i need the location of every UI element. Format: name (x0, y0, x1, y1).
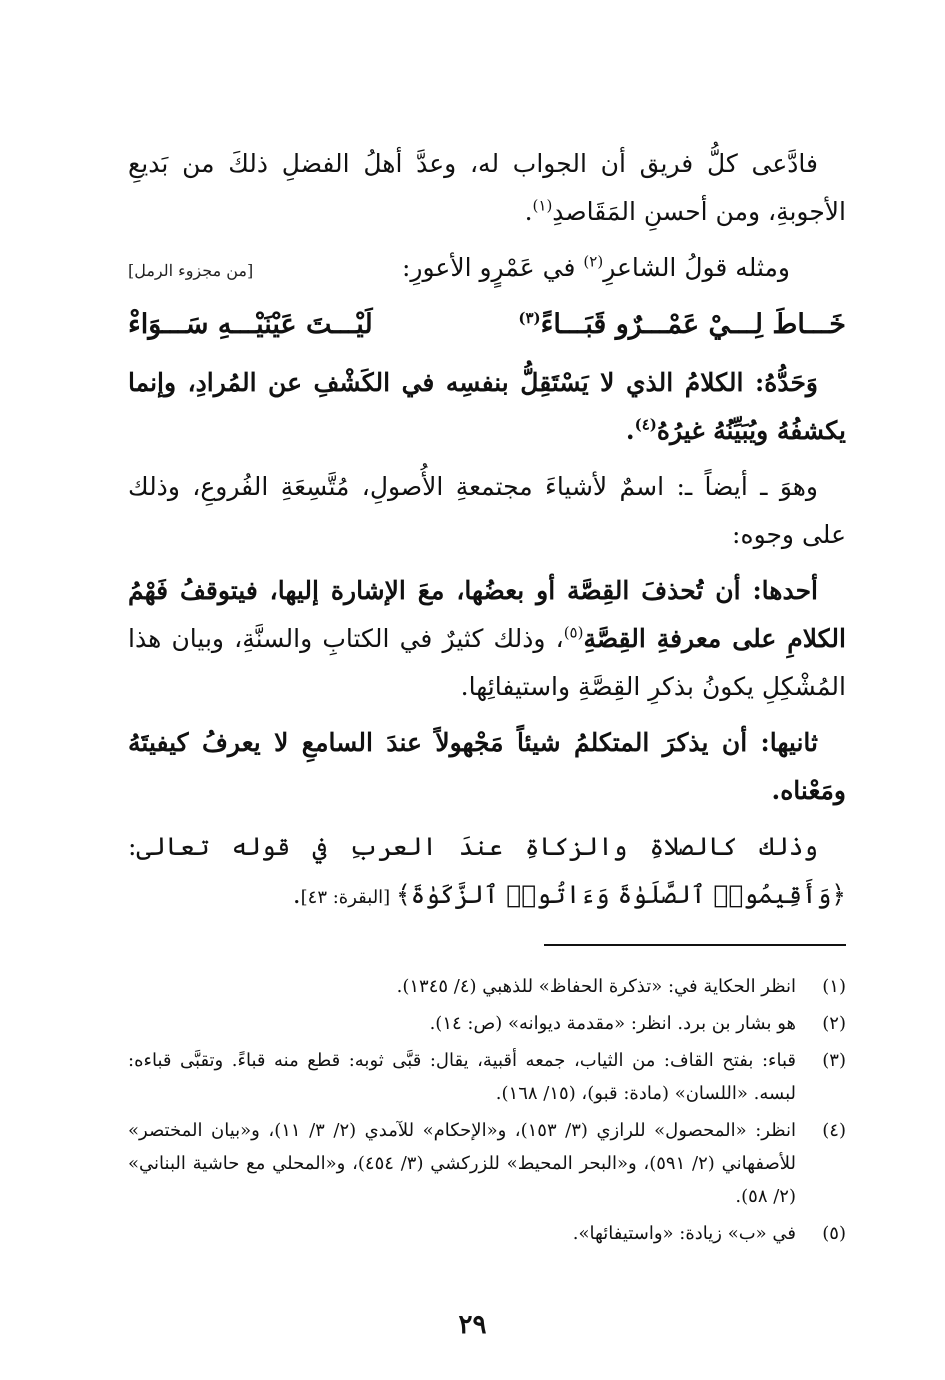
footnote-3 (128, 1044, 846, 1110)
footnote-number: (٤) (822, 1120, 846, 1141)
paragraph-3-end: . (625, 416, 635, 445)
paragraph-1-end: . (524, 197, 533, 226)
main-text (128, 140, 846, 930)
footnote-1 (128, 970, 846, 1003)
paragraph-4: وهوَ ـ أيضاً ـ: اسمٌ لأشياءَ مجتمعةِ الأُصولِ، مُتَّسِعَةِ الفُروعِ، وذلك على وجوه: (128, 472, 846, 549)
paragraph-7-end: . (292, 880, 301, 909)
paragraph-5 (128, 567, 846, 711)
footnote-number: (١) (822, 976, 846, 997)
verse-second-hemistich: لَيْـــتَ عَيْنَيْـــهِ سَـــوَاءْ (128, 309, 373, 340)
footnote-text: انظر: «المحصول» للرازي (٣/ ١٥٣)، و«الإحكام» للآمدي (٢/ ٣/ ١١)، و«بيان المختصر» للأصفهاني (٢/ ٥٩١)، و«البحر المحيط» للزركشي (٣/ ٤٥٤)، و«المحلي مع حاشية البناني» (٢/ ٥٨). (128, 1120, 796, 1207)
verse-right-text: خَـــاطَ لِـــيْ عَمْـــرٌو قَبَـــاءً (540, 309, 846, 340)
footnote-number: (٣) (822, 1050, 846, 1071)
footnote-text: انظر الحكاية في: «تذكرة الحفاظ» للذهبي (٤/ ١٣٤٥). (396, 976, 796, 997)
footnote-separator (544, 944, 846, 946)
footnote-ref-2: (٢) (583, 252, 604, 271)
poetry-verse (128, 301, 846, 349)
footnote-text: في «ب» زيادة: «واستيفائها». (572, 1223, 796, 1244)
footnote-text: هو بشار بن برد. انظر: «مقدمة ديوانه» (ص: ١٤). (429, 1013, 796, 1034)
definition-term: وَحَدُّهُ: (755, 368, 818, 397)
footnotes (128, 970, 846, 1254)
paragraph-1 (128, 140, 846, 236)
paragraph-5-text: ، وذلك كثيرٌ في الكتابِ والسنَّةِ، وبيان هذا المُشْكِلِ يكونُ بذكرِ القِصَّةِ واستيفائِها. (128, 624, 846, 701)
verse-first-hemistich (518, 301, 846, 349)
paragraph-3 (128, 359, 846, 455)
page-number: ٢٩ (458, 1310, 487, 1340)
footnote-2 (128, 1007, 846, 1040)
paragraph-2 (402, 244, 846, 292)
paragraph-1-text: فادَّعى كلُّ فريق أن الجواب له، وعدَّ أهلُ الفضلِ ذلكَ من بَديعِ الأجوبةِ، ومن أحسنِ المَقَاصدِ (128, 149, 846, 226)
paragraph-6: ثانيها: أن يذكرَ المتكلمُ شيئاً مَجْهولاً عندَ السامعِ لا يعرفُ كيفيتَهُ ومَعْناه. (128, 728, 846, 805)
footnote-ref-1: (١) (532, 196, 553, 215)
footnote-4 (128, 1114, 846, 1213)
footnote-ref-5: (٥) (563, 623, 584, 642)
footnote-number: (٥) (822, 1223, 846, 1244)
footnote-5 (128, 1217, 846, 1250)
paragraph-2-lead: ومثله قولُ الشاعرِ (603, 253, 790, 282)
footnote-ref-4: (٤) (634, 415, 657, 434)
meter-label: [من مجزوء الرمل] (128, 261, 254, 280)
paragraph-5-term: أحدها: أن تُحذفَ القِصَّة أو بعضُها، معَ الإشارة إليها، فيتوقفُ فَهْمُ الكلامِ على معرفةِ القِصَّةِ (128, 576, 846, 653)
paragraph-7-lead: وذلك كالصلاةِ والزكاةِ عندَ العربِ في قوله تعالى: (128, 832, 818, 861)
quran-verse: ﴿وَأَقِيمُوا۟ ٱلصَّلَوٰةَ وَءَاتُوا۟ ٱلزَّكَوٰةَ﴾ (395, 880, 846, 909)
footnote-text: قباء: بفتح القاف: من الثياب، جمعه أقبية، يقال: قبَّى ثوبه: قطع منه قباءً. وتقبَّى قباءه: لبسه. «اللسان» (مادة: قبو)، (١٥/ ١٦٨). (128, 1050, 796, 1104)
paragraph-7 (128, 823, 846, 922)
paragraph-2-rest: في عَمْرٍو الأعورِ: (402, 253, 584, 282)
quran-reference: [البقرة: ٤٣] (300, 887, 396, 908)
paragraph-3-text: الكلامُ الذي لا يَسْتَقِلُّ بنفسِه في الكَشْفِ عن المُرادِ، وإنما يكشفُهُ ويُبَيِّنُهُ غيرُهُ (128, 368, 846, 445)
footnote-ref-3: (٣) (518, 309, 541, 327)
poetry-intro (128, 244, 846, 295)
footnote-number: (٢) (822, 1013, 846, 1034)
